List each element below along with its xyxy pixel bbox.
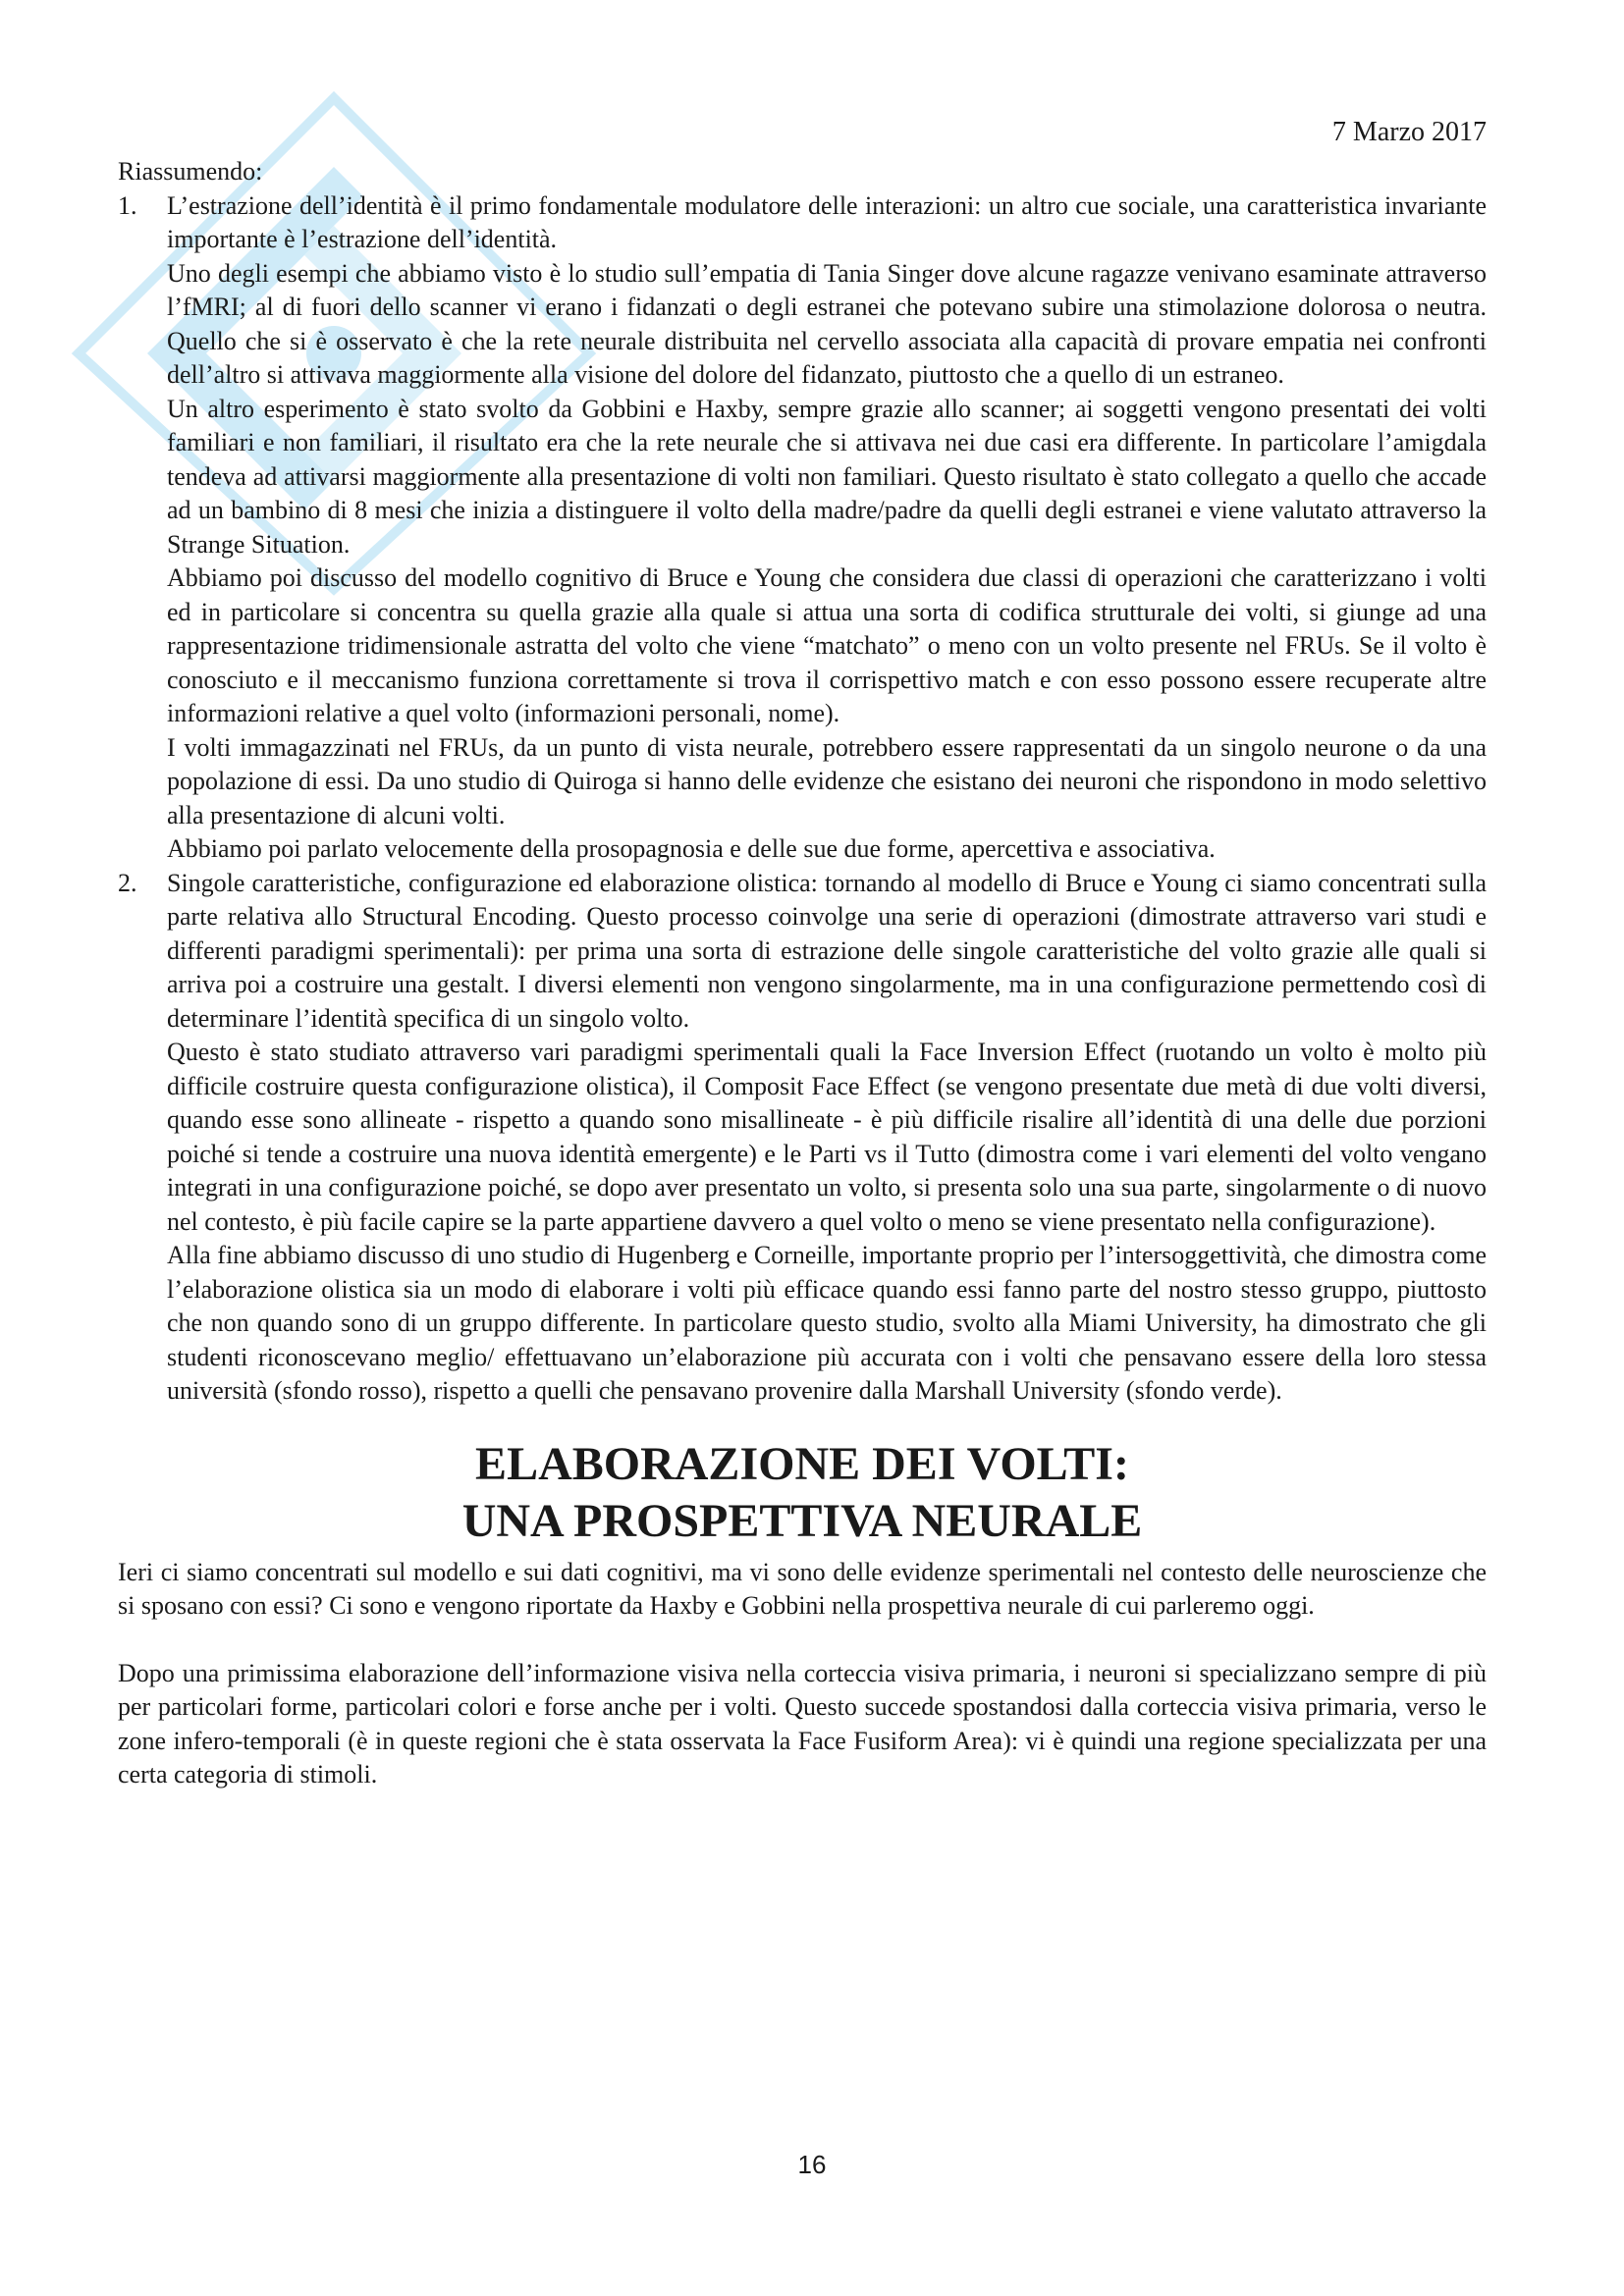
chapter-title: [118, 1436, 1487, 1550]
paragraph: Questo è stato studiato attraverso vari paradigmi sperimentali quali la Face Inversion Effect (ruotando un volto è molto più difficile costruire questa configurazione olistica), il Composit Face Effect (se vengono presentate due metà di due volti diversi, quando esse sono allineate - rispetto a quando sono misallineate - è più difficile risalire all’identità di una delle due porzioni poiché si tende a costruire una nuova identità emergente) e le Parti vs il Tutto (dimostra come i vari elementi del volto vengano integrati in una configurazione poiché, se dopo aver presentato un volto, si presenta solo una sua parte, singolarmente o di nuovo nel contesto, è più facile capire se la parte appartiene davvero a quel volto o meno se viene presentato nella configurazione).: [167, 1038, 1487, 1236]
paragraph: L’estrazione dell’identità è il primo fondamentale modulatore delle interazioni: un altro cue sociale, una caratteristica invariante importante è l’estrazione dell’identità.: [167, 190, 1487, 253]
paragraph: I volti immagazzinati nel FRUs, da un punto di vista neurale, potrebbero essere rappresentati da un singolo neurone o da una popolazione di essi. Da uno studio di Quiroga si hanno delle evidenze che esistano dei neuroni che rispondono in modo selettivo alla presentazione di alcuni volti.: [167, 732, 1487, 829]
list-number: 2.: [118, 868, 137, 897]
paragraph: Abbiamo poi discusso del modello cognitivo di Bruce e Young che considera due classi di operazioni che caratterizzano i volti ed in particolare si concentra su quella grazie alla quale si attua una sorta di codifica strutturale dei volti, si giunge ad una rappresentazione tridimensionale astratta del volto che viene “matchato” o meno con un volto presente nel FRUs. Se il volto è conosciuto e il meccanismo funziona correttamente si trova il corrispettivo match e con esso possono essere recuperate altre informazioni relative a quel volto (informazioni personali, nome).: [167, 563, 1487, 727]
chapter-title-line-2: UNA PROSPETTIVA NEURALE: [461, 1494, 1143, 1547]
main-content: [118, 155, 1487, 1792]
summary-item-2: [118, 867, 1487, 1409]
page-number: 16: [797, 2150, 827, 2179]
paragraph: Abbiamo poi parlato velocemente della prosopagnosia e delle sue due forme, apercettiva e associativa.: [167, 834, 1216, 863]
list-number: 1.: [118, 190, 137, 220]
summary-list: [118, 189, 1487, 1409]
chapter-paragraph: Ieri ci siamo concentrati sul modello e sui dati cognitivi, ma vi sono delle evidenze sperimentali nel contesto delle neuroscienze che si sposano con essi? Ci sono e vengono riportate da Haxby e Gobbini nella prospettiva neurale di cui parleremo oggi.: [118, 1557, 1487, 1620]
paragraph: Uno degli esempi che abbiamo visto è lo studio sull’empatia di Tania Singer dove alcune ragazze venivano esaminate attraverso l’fMRI; al di fuori dello scanner vi erano i fidanzati o degli estranei che potevano subire una stimolazione dolorosa o neutra. Quello che si è osservato è che la rete neurale distribuita nel cervello associata alla capacità di provare empatia nei confronti dell’altro si attivava maggiormente alla visione del dolore del fidanzato, piuttosto che a quello di un estraneo.: [167, 258, 1487, 389]
paragraph: Un altro esperimento è stato svolto da Gobbini e Haxby, sempre grazie allo scanner; ai soggetti vengono presentati dei volti familiari e non familiari, il risultato era che la rete neurale che si attivava nei due casi era differente. In particolare l’amigdala tendeva ad attivarsi maggiormente alla presentazione di volti non familiari. Questo risultato è stato collegato a quello che accade ad un bambino di 8 mesi che inizia a distinguere il volto della madre/padre da quelli degli estranei e viene valutato attraverso la Strange Situation.: [167, 394, 1487, 559]
paragraph: Singole caratteristiche, configurazione ed elaborazione olistica: tornando al modello di Bruce e Young ci siamo concentrati sulla parte relativa allo Structural Encoding. Questo processo coinvolge una serie di operazioni (dimostrate attraverso vari studi e differenti paradigmi sperimentali): per prima una sorta di estrazione delle singole caratteristiche del volto grazie alle quali si arriva poi a costruire una gestalt. I diversi elementi non vengono singolarmente, ma in una configurazione permettendo così di determinare l’identità specifica di un singolo volto.: [167, 868, 1487, 1033]
chapter-paragraph: Dopo una primissima elaborazione dell’informazione visiva nella corteccia visiva primaria, i neuroni si specializzano sempre di più per particolari forme, particolari colori e forse anche per i volti. Questo succede spostandosi dalla corteccia visiva primaria, verso le zone infero-temporali (è in queste regioni che è stata osservata la Face Fusiform Area): vi è quindi una regione specializzata per una certa categoria di stimoli.: [118, 1658, 1487, 1789]
paragraph-spacer: [118, 1624, 1487, 1657]
summary-heading: Riassumendo:: [118, 157, 263, 186]
header-date: 7 Marzo 2017: [1331, 117, 1487, 147]
chapter-title-line-1: ELABORAZIONE DEI VOLTI:: [475, 1437, 1129, 1490]
summary-item-1: [118, 189, 1487, 867]
paragraph: Alla fine abbiamo discusso di uno studio di Hugenberg e Corneille, importante proprio per l’intersoggettività, che dimostra come l’elaborazione olistica sia un modo di elaborare i volti più efficace quando essi fanno parte del nostro stesso gruppo, piuttosto che non quando sono di un gruppo differente. In particolare questo studio, svolto alla Miami University, ha dimostrato che gli studenti riconoscevano meglio/ effettuavano un’elaborazione più accurata con i volti che pensavano essere della loro stessa università (sfondo rosso), rispetto a quelli che pensavano provenire dalla Marshall University (sfondo verde).: [167, 1241, 1487, 1405]
